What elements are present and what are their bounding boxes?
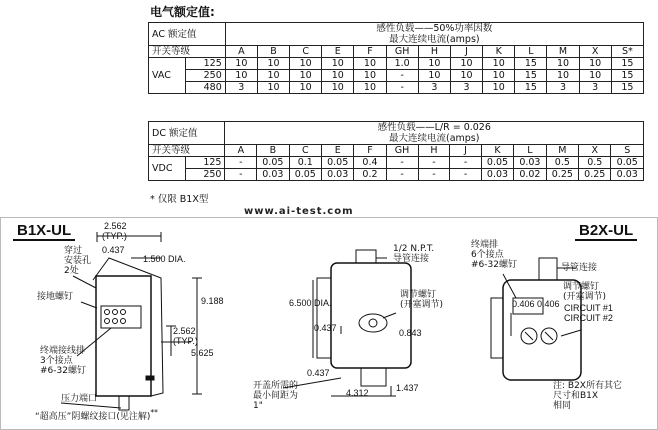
dc-col-header: K <box>481 145 513 157</box>
dc-value-cell: 0.03 <box>257 169 289 181</box>
b1x-title: B1X-UL <box>13 222 75 241</box>
ac-col-header: H <box>418 46 450 58</box>
dc-value-cell: - <box>418 169 450 181</box>
dc-header1: 感性负载——L/R = 0.026 <box>225 122 644 134</box>
dc-value-cell: - <box>386 169 418 181</box>
ac-label: AC 额定值 <box>149 23 226 46</box>
dc-value-cell: 0.03 <box>481 169 513 181</box>
dc-value-cell: 0.05 <box>481 157 513 169</box>
ac-header1: 感性负载——50%功率因数 <box>225 23 643 35</box>
b1x-thread-mark: ** <box>150 408 158 417</box>
b1x-pressure-port-label: 压力端口 <box>61 394 98 404</box>
dc-col-header: F <box>354 145 386 157</box>
dc-class-label: 开关等级 <box>149 145 225 157</box>
b1x-dim-9188: 9.188 <box>201 296 224 306</box>
mid-dim-0437: 0.437 <box>314 323 337 333</box>
ac-value-cell: 10 <box>354 82 386 94</box>
ac-rating-table <box>148 22 644 94</box>
dc-value-cell: 0.5 <box>579 157 611 169</box>
ac-value-cell: 3 <box>418 82 450 94</box>
dc-table-row <box>149 157 644 169</box>
ac-value-cell: 10 <box>257 70 289 82</box>
b1x-dim-typ2: (TYP.) <box>173 336 198 346</box>
ac-table-row <box>149 82 644 94</box>
ac-voltage-cell: 480 <box>186 82 225 94</box>
ac-col-header: X <box>579 46 611 58</box>
mid-dim-1437: 1.437 <box>396 383 419 393</box>
ac-value-cell: 10 <box>322 70 354 82</box>
dc-header2: 最大连续电流(amps) <box>225 133 644 145</box>
dc-table-row <box>149 169 644 181</box>
ac-value-cell: 3 <box>225 82 257 94</box>
dc-value-cell: 0.5 <box>546 157 578 169</box>
mid-adjust-label: 调节螺钉 (开塞调节) <box>400 290 444 310</box>
ac-value-cell: 10 <box>354 58 386 70</box>
dc-value-cell: 0.1 <box>289 157 321 169</box>
ac-value-cell: 10 <box>354 70 386 82</box>
ac-col-header: C <box>290 46 322 58</box>
mid-cover-label: 开盖所需的 最小间距为 1" <box>253 381 299 411</box>
ac-value-cell: 10 <box>290 82 322 94</box>
dc-value-cell: 0.05 <box>611 157 644 169</box>
b2x-dim-1: 0.406 <box>512 299 535 309</box>
b2x-title: B2X-UL <box>575 222 637 241</box>
ac-table-row <box>149 58 644 70</box>
b2x-note: 注: B2X所有其它 尺寸和B1X 相同 <box>553 381 622 411</box>
dc-col-header: C <box>289 145 321 157</box>
dc-voltage-cell: 125 <box>186 157 225 169</box>
dc-label: DC 额定值 <box>149 122 225 145</box>
ac-value-cell: 10 <box>579 58 611 70</box>
dc-value-cell: 0.03 <box>611 169 644 181</box>
dc-value-cell: - <box>450 169 482 181</box>
dc-value-cell: 0.25 <box>546 169 578 181</box>
ac-value-cell: 3 <box>450 82 482 94</box>
b1x-through-hole-label: 穿过 安装孔 2处 <box>64 246 92 276</box>
ac-col-header: S* <box>611 46 643 58</box>
dc-col-header: H <box>418 145 450 157</box>
b1x-dim-typ: (TYP.) <box>102 231 127 241</box>
dc-col-header: B <box>257 145 289 157</box>
ac-header2: 最大连续电流(amps) <box>225 34 643 46</box>
b1x-terminal-label: 终端接线排 3个接点 #6-32螺钉 <box>40 346 86 376</box>
b1x-dim-2562: 2.562 <box>104 221 127 231</box>
ac-col-header: M <box>547 46 579 58</box>
b1x-thread-note <box>35 408 158 422</box>
b2x-circuit1: CIRCUIT #1 <box>564 303 613 313</box>
footnote: * 仅限 B1X型 <box>150 194 209 205</box>
ac-value-cell: 3 <box>579 82 611 94</box>
dc-value-cell: 0.4 <box>354 157 386 169</box>
ac-value-cell: 10 <box>290 70 322 82</box>
dc-col-header: S <box>611 145 644 157</box>
dc-col-header: A <box>225 145 257 157</box>
dc-voltage-cell: 250 <box>186 169 225 181</box>
ac-value-cell: 10 <box>483 82 515 94</box>
b1x-thread-text: “超高压”阴螺纹接口(见注解) <box>35 412 151 422</box>
ac-value-cell: 15 <box>515 70 547 82</box>
ac-value-cell: 1.0 <box>386 58 418 70</box>
page-title: 电气额定值: <box>150 5 215 19</box>
ac-col-header: F <box>354 46 386 58</box>
dc-col-header: E <box>321 145 353 157</box>
dc-unit-label: VDC <box>149 157 186 181</box>
dc-value-cell: 0.25 <box>579 169 611 181</box>
b1x-dim-5625: 5.625 <box>191 348 214 358</box>
b1x-dim-1500: 1.500 DIA. <box>143 254 186 264</box>
ac-value-cell: 10 <box>547 70 579 82</box>
ac-value-cell: 10 <box>257 58 289 70</box>
mid-dim-0843: 0.843 <box>399 328 422 338</box>
dc-col-header: M <box>546 145 578 157</box>
ac-value-cell: 10 <box>257 82 289 94</box>
b2x-adjust-label: 调节螺钉 (开塞调节) <box>563 282 607 302</box>
ac-value-cell: 10 <box>290 58 322 70</box>
ac-col-header: GH <box>386 46 418 58</box>
dc-value-cell: 0.05 <box>257 157 289 169</box>
ac-voltage-cell: 125 <box>186 58 225 70</box>
ac-value-cell: - <box>386 82 418 94</box>
mid-npt-label: 1/2 N.P.T. 导管连接 <box>393 244 435 264</box>
dc-col-header: GH <box>386 145 418 157</box>
ac-value-cell: 10 <box>418 58 450 70</box>
ac-value-cell: 15 <box>611 82 643 94</box>
ac-col-header: E <box>322 46 354 58</box>
ac-value-cell: 10 <box>483 58 515 70</box>
b2x-conduit-label: 导管连接 <box>561 263 598 273</box>
ac-col-header: B <box>257 46 289 58</box>
dc-value-cell: - <box>225 169 257 181</box>
ac-value-cell: 15 <box>611 58 643 70</box>
dc-col-header: J <box>450 145 482 157</box>
dc-col-header: X <box>579 145 611 157</box>
dc-col-header: L <box>514 145 546 157</box>
ac-value-cell: 15 <box>515 82 547 94</box>
ac-value-cell: 10 <box>418 70 450 82</box>
b1x-dim-2562b: 2.562 <box>173 326 196 336</box>
mid-dim-dia: 6.500 DIA. <box>289 298 332 308</box>
ac-col-header: J <box>450 46 482 58</box>
b2x-terminal-label: 终端排 6个接点 #6-32螺钉 <box>471 240 517 270</box>
ac-value-cell: - <box>386 70 418 82</box>
ac-value-cell: 15 <box>611 70 643 82</box>
ac-voltage-cell: 250 <box>186 70 225 82</box>
ac-value-cell: 10 <box>450 58 482 70</box>
b1x-ground-screw-label: 接地螺钉 <box>37 292 74 302</box>
ac-class-label: 开关等级 <box>149 46 226 58</box>
ac-col-header: L <box>515 46 547 58</box>
ac-table-row <box>149 70 644 82</box>
ac-value-cell: 10 <box>225 58 257 70</box>
ac-value-cell: 15 <box>515 58 547 70</box>
dc-value-cell: 0.03 <box>321 169 353 181</box>
watermark-url: www.ai-test.com <box>244 206 354 217</box>
b2x-circuit2: CIRCUIT #2 <box>564 313 613 323</box>
ac-value-cell: 10 <box>450 70 482 82</box>
ac-value-cell: 3 <box>547 82 579 94</box>
mid-dim-0437b: 0.437 <box>307 368 330 378</box>
dc-value-cell: 0.03 <box>514 157 546 169</box>
dimension-drawing-panel <box>0 217 658 430</box>
dc-value-cell: 0.2 <box>354 169 386 181</box>
ac-col-header: K <box>483 46 515 58</box>
ac-value-cell: 10 <box>322 58 354 70</box>
dc-value-cell: - <box>450 157 482 169</box>
ac-unit-label: VAC <box>149 58 186 94</box>
ac-value-cell: 10 <box>225 70 257 82</box>
dc-value-cell: - <box>225 157 257 169</box>
dc-value-cell: - <box>386 157 418 169</box>
dc-rating-table <box>148 121 644 181</box>
mid-dim-4312: 4.312 <box>346 388 369 398</box>
b1x-dim-0437: 0.437 <box>102 245 125 255</box>
ac-value-cell: 10 <box>483 70 515 82</box>
ac-value-cell: 10 <box>579 70 611 82</box>
dc-value-cell: 0.05 <box>289 169 321 181</box>
b2x-dim-2: 0.406 <box>537 299 560 309</box>
dc-value-cell: 0.05 <box>321 157 353 169</box>
dc-value-cell: 0.02 <box>514 169 546 181</box>
ac-col-header: A <box>225 46 257 58</box>
ac-value-cell: 10 <box>322 82 354 94</box>
ac-value-cell: 10 <box>547 58 579 70</box>
dc-value-cell: - <box>418 157 450 169</box>
